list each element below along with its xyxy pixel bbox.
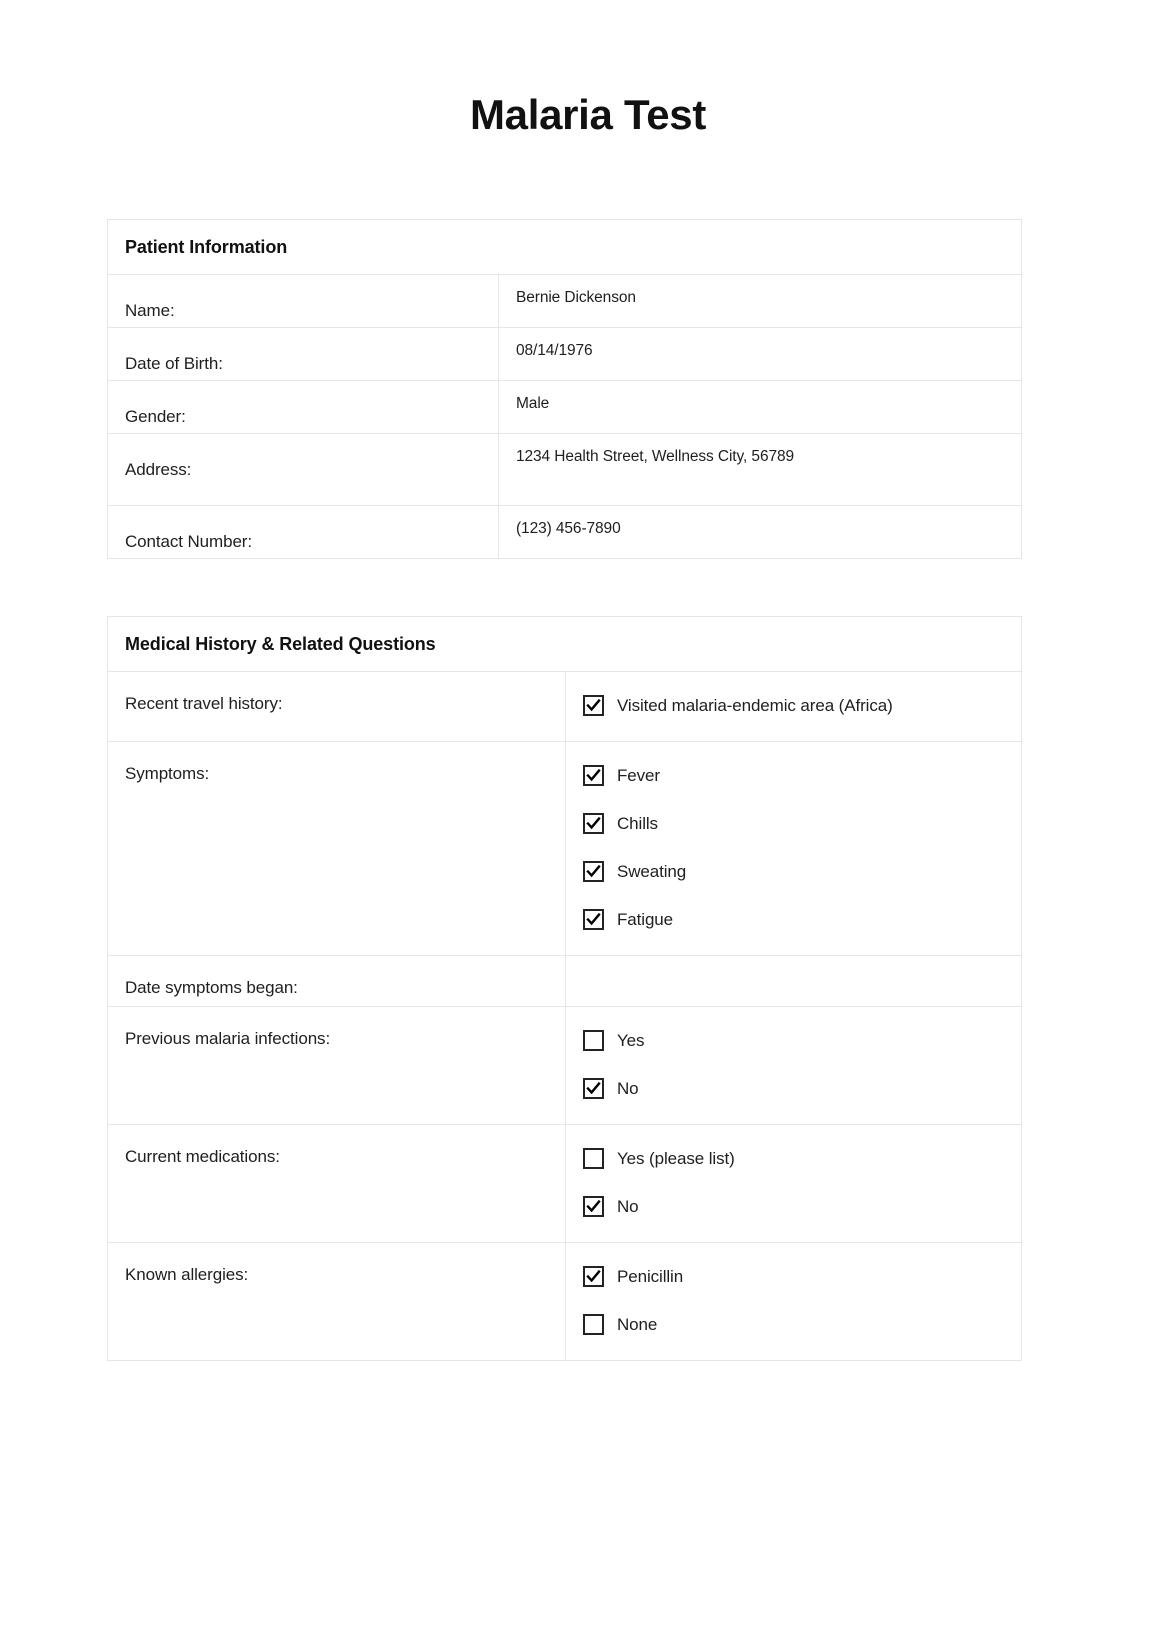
checkbox-option[interactable] xyxy=(583,847,1004,895)
table-row xyxy=(108,506,1022,559)
field-value-symptoms xyxy=(566,742,1022,956)
checkbox-option[interactable] xyxy=(583,1300,1004,1348)
field-label-recent-travel-history: Recent travel history: xyxy=(108,672,566,742)
field-label-previous-malaria-infections: Previous malaria infections: xyxy=(108,1007,566,1125)
field-value-date-symptoms-began[interactable] xyxy=(566,956,1022,1007)
checkbox-option[interactable] xyxy=(583,1182,1004,1230)
table-row xyxy=(108,672,1022,742)
option-list xyxy=(583,742,1004,955)
checkbox-checked-icon[interactable] xyxy=(583,909,604,930)
table-row xyxy=(108,1125,1022,1243)
field-value-date-of-birth: 08/14/1976 xyxy=(499,328,1022,381)
checkbox-checked-icon[interactable] xyxy=(583,1266,604,1287)
checkbox-checked-icon[interactable] xyxy=(583,765,604,786)
field-label-date-symptoms-began: Date symptoms began: xyxy=(108,956,566,1007)
patient-information-table xyxy=(107,219,1022,559)
table-row xyxy=(108,328,1022,381)
field-label-address: Address: xyxy=(108,434,499,506)
page-title: Malaria Test xyxy=(469,91,707,138)
field-label-known-allergies: Known allergies: xyxy=(108,1243,566,1361)
checkbox-checked-icon[interactable] xyxy=(583,695,604,716)
field-value-contact-number: (123) 456-7890 xyxy=(499,506,1022,559)
checkbox-option[interactable] xyxy=(583,799,1004,847)
table-row xyxy=(108,434,1022,506)
checkbox-option[interactable] xyxy=(583,895,1004,943)
field-label-current-medications: Current medications: xyxy=(108,1125,566,1243)
option-list xyxy=(583,1007,1004,1124)
checkbox-option-label: Yes xyxy=(617,1030,645,1050)
field-label-contact-number: Contact Number: xyxy=(108,506,499,559)
checkbox-unchecked-icon[interactable] xyxy=(583,1148,604,1169)
checkbox-option-label: Penicillin xyxy=(617,1266,684,1286)
checkbox-checked-icon[interactable] xyxy=(583,861,604,882)
checkbox-option-label: Fatigue xyxy=(617,909,674,929)
field-value-address: 1234 Health Street, Wellness City, 56789 xyxy=(499,434,1022,506)
table-row xyxy=(108,1243,1022,1361)
option-list xyxy=(583,672,1004,741)
field-value-recent-travel-history xyxy=(566,672,1022,742)
field-value-gender: Male xyxy=(499,381,1022,434)
checkbox-option[interactable] xyxy=(583,681,1004,729)
checkbox-option-label: Visited malaria-endemic area (Africa) xyxy=(617,695,893,715)
field-label-name: Name: xyxy=(108,275,499,328)
medical-history-table xyxy=(107,616,1022,1361)
checkbox-checked-icon[interactable] xyxy=(583,1078,604,1099)
checkbox-checked-icon[interactable] xyxy=(583,813,604,834)
field-value-current-medications xyxy=(566,1125,1022,1243)
checkbox-option[interactable] xyxy=(583,1016,1004,1064)
table-row xyxy=(108,1007,1022,1125)
option-list xyxy=(583,1243,1004,1360)
table-section-header xyxy=(108,220,1022,275)
field-value-previous-malaria-infections xyxy=(566,1007,1022,1125)
table-row xyxy=(108,275,1022,328)
table-row xyxy=(108,381,1022,434)
checkbox-option[interactable] xyxy=(583,1252,1004,1300)
table-row xyxy=(108,956,1022,1007)
checkbox-option[interactable] xyxy=(583,1064,1004,1112)
field-label-date-of-birth: Date of Birth: xyxy=(108,328,499,381)
checkbox-option-label: Fever xyxy=(617,765,660,785)
field-label-gender: Gender: xyxy=(108,381,499,434)
checkbox-option-label: No xyxy=(617,1196,639,1216)
table-row xyxy=(108,742,1022,956)
checkbox-option-label: Yes (please list) xyxy=(617,1148,735,1168)
checkbox-option-label: None xyxy=(617,1314,658,1334)
field-value-known-allergies xyxy=(566,1243,1022,1361)
checkbox-unchecked-icon[interactable] xyxy=(583,1030,604,1051)
medical-history-header-label: Medical History & Related Questions xyxy=(108,617,1022,672)
patient-information-header-label: Patient Information xyxy=(108,220,1022,275)
table-section-header xyxy=(108,617,1022,672)
checkbox-option-label: Sweating xyxy=(617,861,687,881)
checkbox-checked-icon[interactable] xyxy=(583,1196,604,1217)
checkbox-option[interactable] xyxy=(583,751,1004,799)
field-label-symptoms: Symptoms: xyxy=(108,742,566,956)
checkbox-option-label: No xyxy=(617,1078,639,1098)
field-value-name: Bernie Dickenson xyxy=(499,275,1022,328)
option-list xyxy=(583,1125,1004,1242)
checkbox-unchecked-icon[interactable] xyxy=(583,1314,604,1335)
checkbox-option-label: Chills xyxy=(617,813,658,833)
checkbox-option[interactable] xyxy=(583,1134,1004,1182)
